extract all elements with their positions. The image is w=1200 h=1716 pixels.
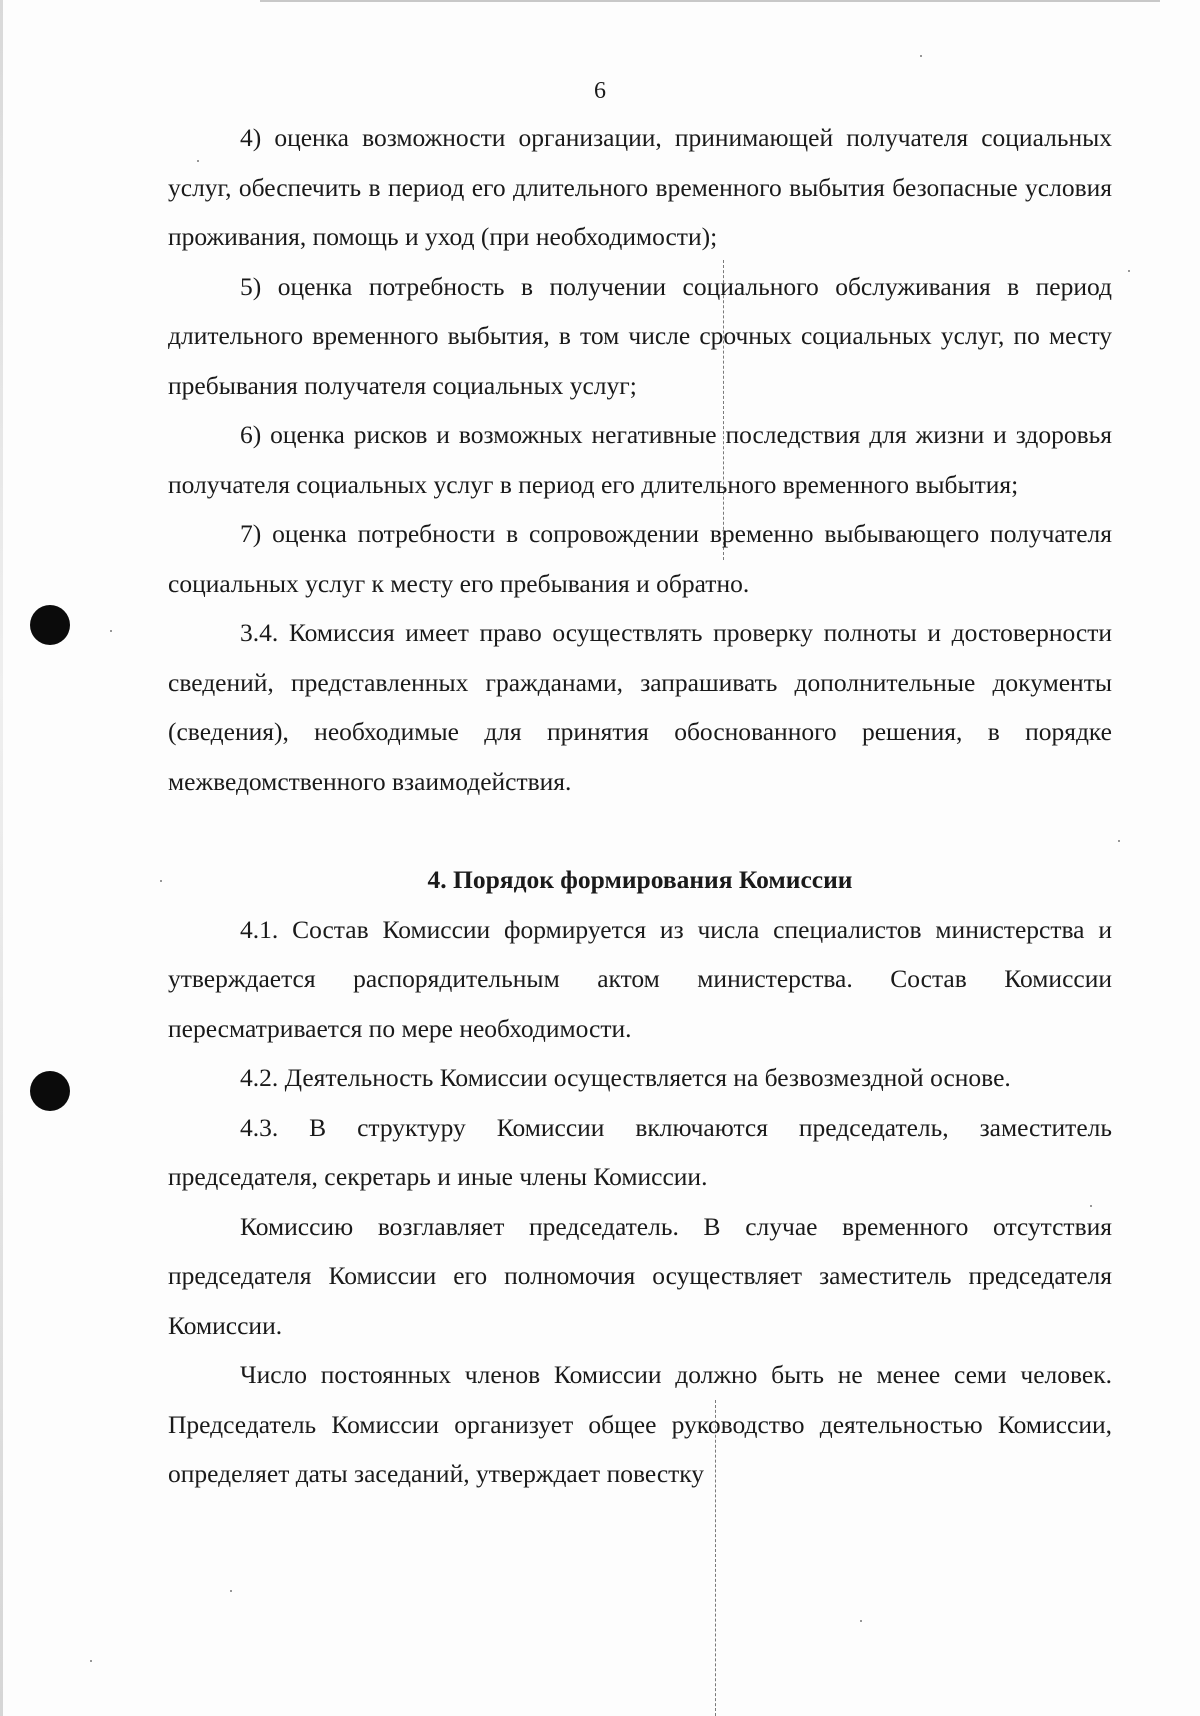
members-paragraph: Число постоянных членов Комиссии должно быть не менее семи человек. Председатель Комиссии организует общее руководство деятельностью Комиссии, определяет даты заседаний, утверждает повестку bbox=[168, 1360, 1112, 1488]
list-item-5: 5) оценка потребность в получении социального обслуживания в период длительного временного выбытия, в том числе срочных социальных услуг, по месту пребывания получателя социальных услуг; bbox=[168, 271, 1112, 400]
scan-speck bbox=[90, 1660, 92, 1662]
list-item-4: 4) оценка возможности организации, принимающей получателя социальных услуг, обеспечить в период его длительного временного выбытия безопасные условия проживания, помощь и уход (при необходимости); bbox=[168, 123, 1112, 251]
chair-paragraph: Комиссию возглавляет председатель. В случае временного отсутствия председателя Комиссии его полномочия осуществляет заместитель председателя Комиссии. bbox=[168, 1211, 1112, 1340]
scan-speck bbox=[230, 1590, 232, 1592]
scan-speck bbox=[110, 630, 112, 632]
punch-hole-top bbox=[30, 605, 70, 645]
section-title: 4. Порядок формирования Комиссии bbox=[427, 865, 853, 894]
scan-top-edge bbox=[260, 0, 1160, 2]
document-body bbox=[168, 113, 1112, 1499]
scan-speck bbox=[1128, 270, 1130, 272]
scan-speck bbox=[860, 1620, 862, 1622]
scan-speck bbox=[1118, 840, 1120, 842]
page-number: 6 bbox=[594, 78, 606, 104]
scan-left-edge bbox=[0, 0, 3, 1716]
punch-hole-bottom bbox=[30, 1071, 70, 1111]
clause-4-2: 4.2. Деятельность Комиссии осуществляется на безвозмездной основе. bbox=[240, 1063, 1011, 1092]
clause-4-3: 4.3. В структуру Комиссии включаются председатель, заместитель председателя, секретарь и иные члены Комиссии. bbox=[168, 1112, 1112, 1191]
scan-speck bbox=[160, 880, 162, 882]
scan-speck bbox=[920, 55, 922, 57]
section-spacer bbox=[168, 806, 1112, 855]
clause-3-4: 3.4. Комиссия имеет право осуществлять проверку полноты и достоверности сведений, представленных гражданами, запрашивать дополнительные документы (сведения), необходимые для принятия обоснованного решения, в порядке межведомственного взаимодействия. bbox=[168, 618, 1112, 796]
clause-4-1: 4.1. Состав Комиссии формируется из числа специалистов министерства и утверждается распорядительным актом министерства. Состав Комиссии пересматривается по мере необходимости. bbox=[168, 914, 1112, 1043]
list-item-7: 7) оценка потребности в сопровождении временно выбывающего получателя социальных услуг к месту его пребывания и обратно. bbox=[168, 519, 1112, 598]
list-item-6: 6) оценка рисков и возможных негативные последствия для жизни и здоровья получателя социальных услуг в период его длительного временного выбытия; bbox=[168, 420, 1112, 499]
